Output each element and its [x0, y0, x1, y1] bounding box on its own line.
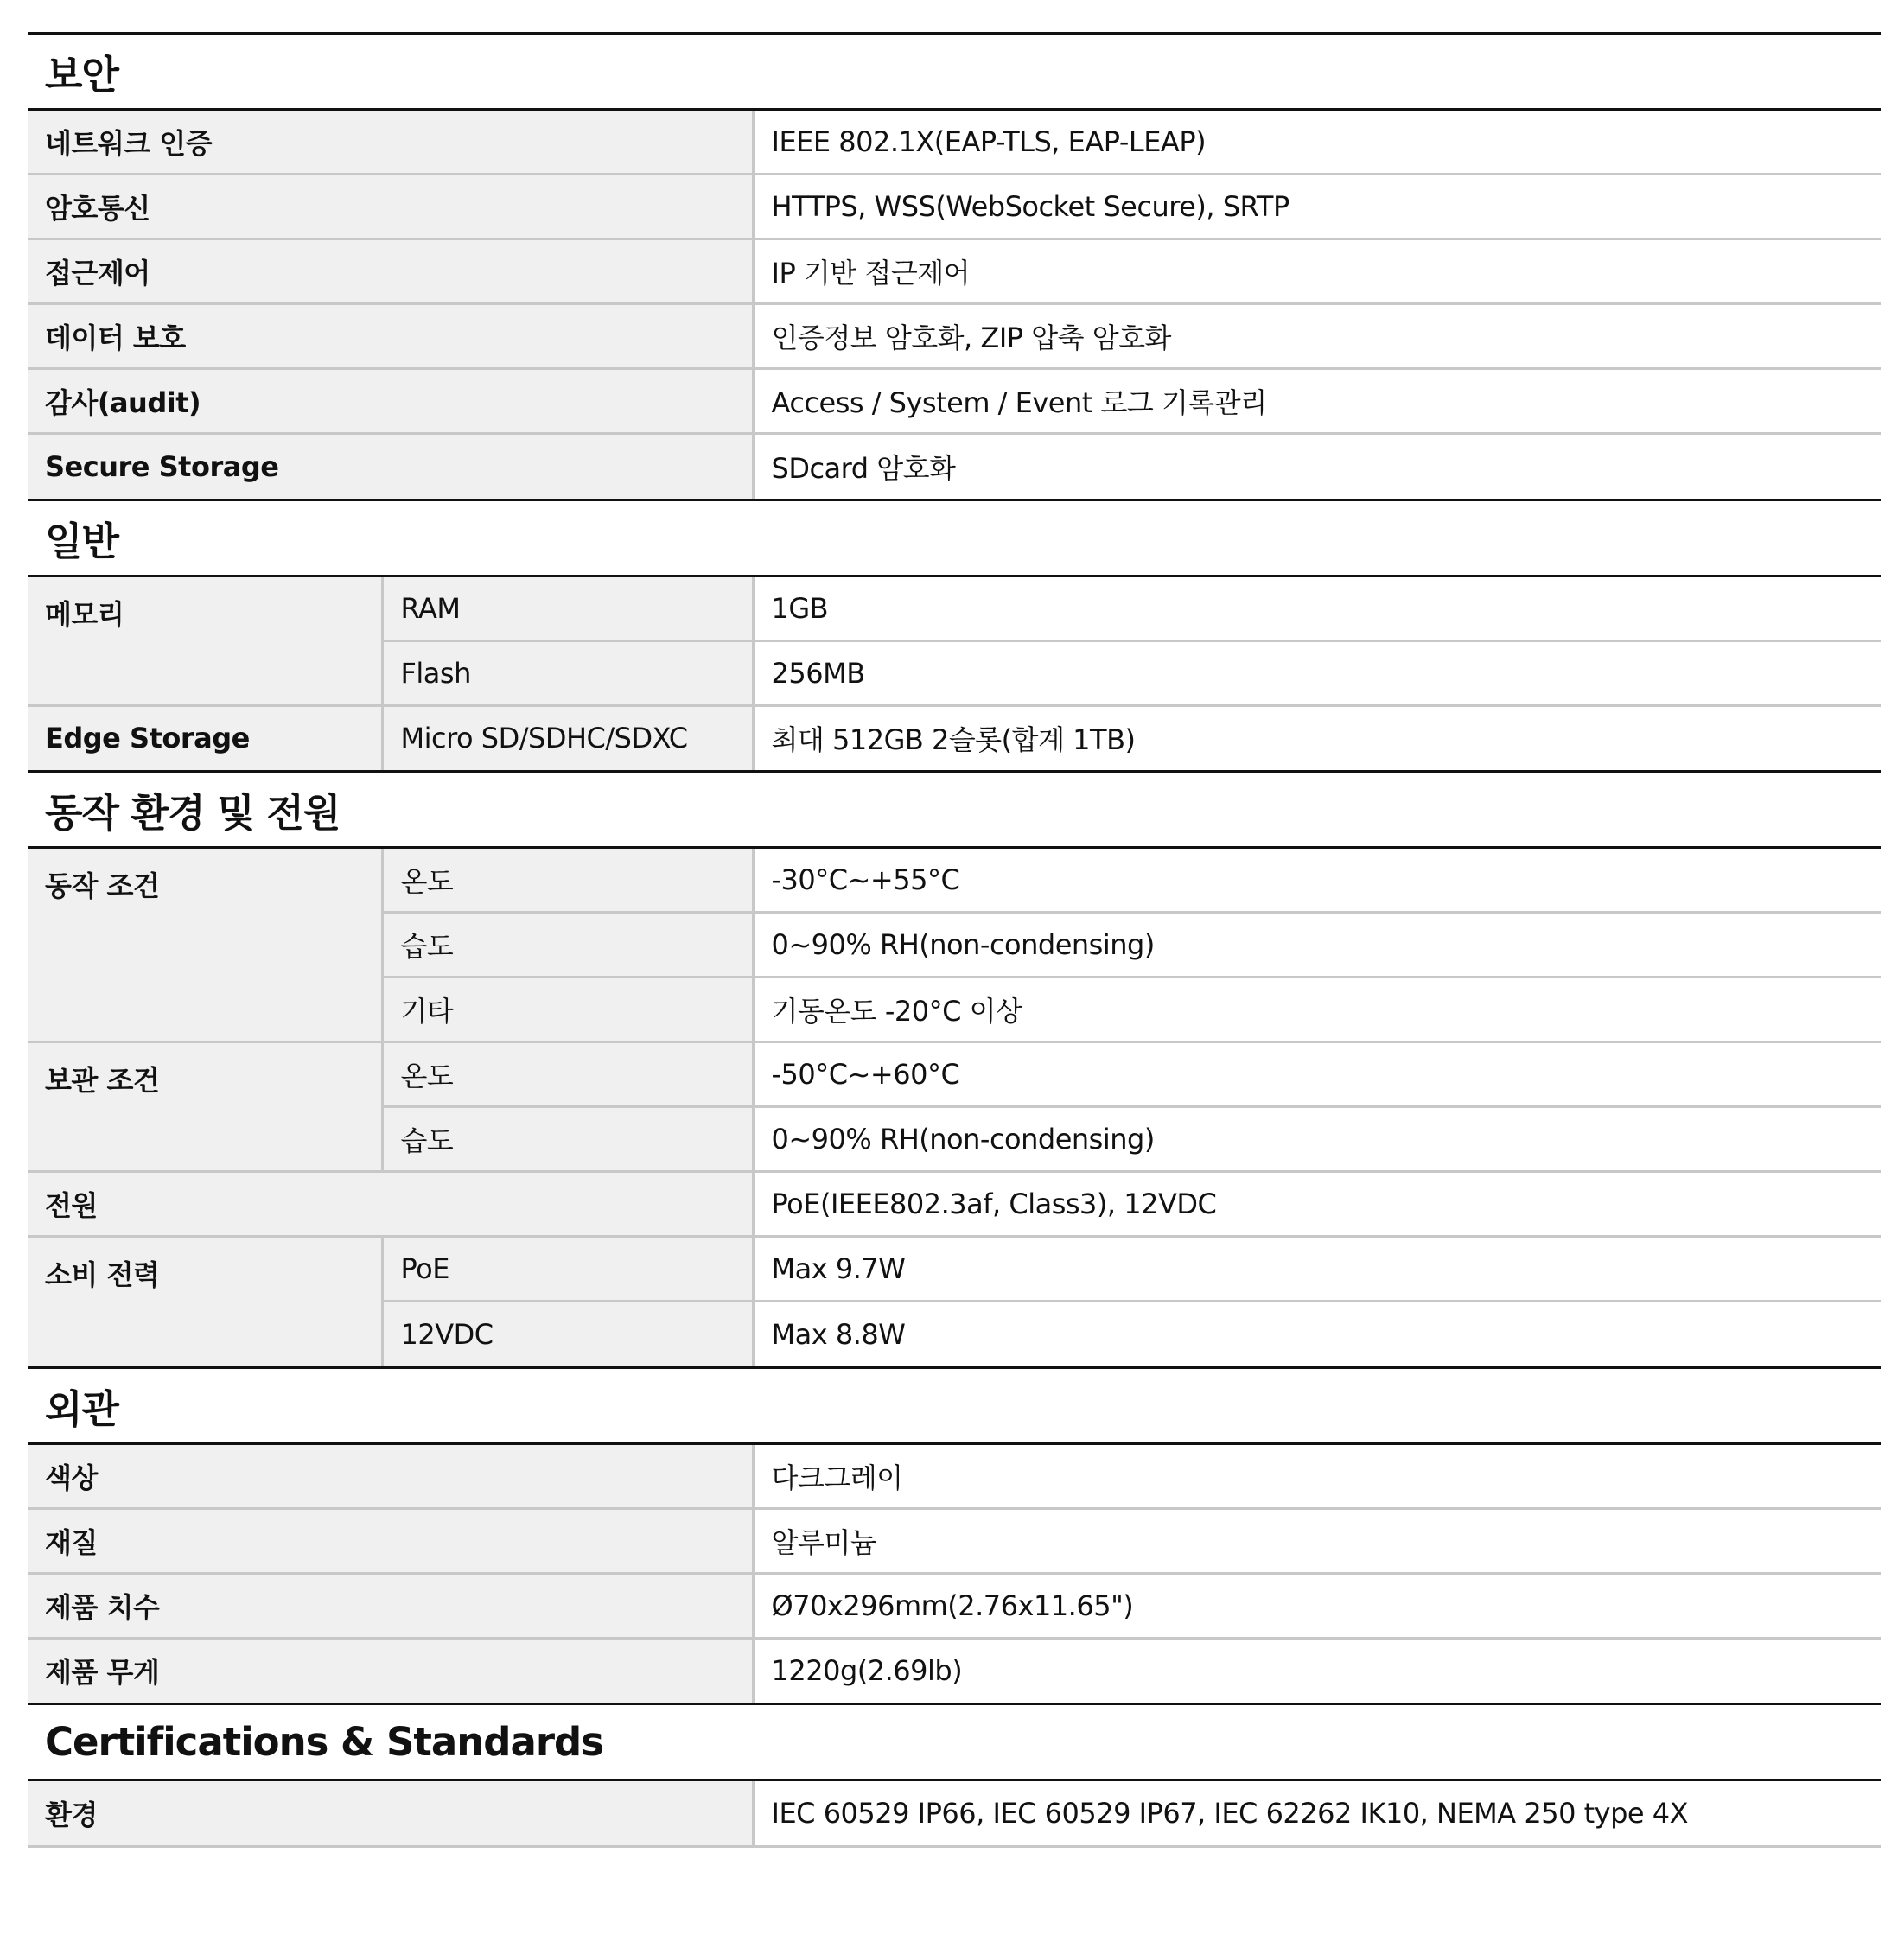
- table-row: [28, 175, 1881, 239]
- spec-sheet: [28, 32, 1881, 1848]
- row-label: Edge Storage: [28, 705, 382, 770]
- row-value: 256MB: [753, 640, 1881, 705]
- row-sublabel: 온도: [382, 1042, 753, 1107]
- row-value: Ø70x296mm(2.76x11.65"): [753, 1573, 1881, 1638]
- table-row: [28, 1780, 1881, 1845]
- row-label: 재질: [28, 1508, 753, 1573]
- row-sublabel: RAM: [382, 576, 753, 640]
- row-label: 제품 무게: [28, 1638, 753, 1703]
- table-end-rule: [28, 1845, 1881, 1848]
- row-label: 접근제어: [28, 239, 753, 304]
- table-row: [28, 304, 1881, 369]
- row-label: 색상: [28, 1443, 753, 1508]
- row-sublabel: 기타: [382, 977, 753, 1042]
- row-value: 0~90% RH(non-condensing): [753, 913, 1881, 977]
- row-label: 전원: [28, 1172, 753, 1237]
- table-row: [28, 239, 1881, 304]
- section-title-security: 보안: [28, 32, 1881, 108]
- section-title-appearance: 외관: [28, 1366, 1881, 1442]
- row-value: 1220g(2.69lb): [753, 1638, 1881, 1703]
- row-value: IEEE 802.1X(EAP-TLS, EAP-LEAP): [753, 110, 1881, 175]
- row-value: 인증정보 암호화, ZIP 압축 암호화: [753, 304, 1881, 369]
- row-sublabel: 습도: [382, 913, 753, 977]
- row-value: 알루미늄: [753, 1508, 1881, 1573]
- table-row: [28, 1237, 1881, 1302]
- row-value: HTTPS, WSS(WebSocket Secure), SRTP: [753, 175, 1881, 239]
- row-value: 1GB: [753, 576, 1881, 640]
- general-table: [28, 575, 1881, 771]
- row-label: 감사(audit): [28, 369, 753, 434]
- row-value: 0~90% RH(non-condensing): [753, 1107, 1881, 1172]
- row-value: Max 9.7W: [753, 1237, 1881, 1302]
- environment-table: [28, 846, 1881, 1366]
- row-value: Max 8.8W: [753, 1302, 1881, 1366]
- table-row: [28, 1042, 1881, 1107]
- table-row: [28, 1172, 1881, 1237]
- row-label: 제품 치수: [28, 1573, 753, 1638]
- row-sublabel: Micro SD/SDHC/SDXC: [382, 705, 753, 770]
- row-sublabel: 온도: [382, 848, 753, 913]
- row-sublabel: PoE: [382, 1237, 753, 1302]
- appearance-table: [28, 1442, 1881, 1703]
- table-row: [28, 369, 1881, 434]
- table-row: [28, 1573, 1881, 1638]
- row-label: 소비 전력: [28, 1237, 382, 1366]
- table-row: [28, 110, 1881, 175]
- row-label: 메모리: [28, 576, 382, 705]
- row-value: 다크그레이: [753, 1443, 1881, 1508]
- table-row: [28, 1508, 1881, 1573]
- section-title-certifications: Certifications & Standards: [28, 1703, 1881, 1779]
- row-value: IEC 60529 IP66, IEC 60529 IP67, IEC 62262 IK10, NEMA 250 type 4X: [753, 1780, 1881, 1845]
- table-row: [28, 434, 1881, 499]
- table-row: [28, 1638, 1881, 1703]
- section-title-environment-power: 동작 환경 및 전원: [28, 770, 1881, 846]
- row-sublabel: Flash: [382, 640, 753, 705]
- row-value: -50°C~+60°C: [753, 1042, 1881, 1107]
- row-label: Secure Storage: [28, 434, 753, 499]
- row-sublabel: 습도: [382, 1107, 753, 1172]
- security-table: [28, 108, 1881, 499]
- table-row: [28, 705, 1881, 770]
- table-row: [28, 1443, 1881, 1508]
- row-label: 동작 조건: [28, 848, 382, 1042]
- row-value: 최대 512GB 2슬롯(합계 1TB): [753, 705, 1881, 770]
- row-label: 환경: [28, 1780, 753, 1845]
- section-title-general: 일반: [28, 499, 1881, 575]
- row-label: 보관 조건: [28, 1042, 382, 1172]
- row-label: 데이터 보호: [28, 304, 753, 369]
- row-value: SDcard 암호화: [753, 434, 1881, 499]
- row-value: -30°C~+55°C: [753, 848, 1881, 913]
- table-row: [28, 576, 1881, 640]
- row-value: PoE(IEEE802.3af, Class3), 12VDC: [753, 1172, 1881, 1237]
- row-label: 네트워크 인증: [28, 110, 753, 175]
- row-value: Access / System / Event 로그 기록관리: [753, 369, 1881, 434]
- table-row: [28, 848, 1881, 913]
- row-sublabel: 12VDC: [382, 1302, 753, 1366]
- row-value: IP 기반 접근제어: [753, 239, 1881, 304]
- row-value: 기동온도 -20°C 이상: [753, 977, 1881, 1042]
- certifications-table: [28, 1779, 1881, 1845]
- row-label: 암호통신: [28, 175, 753, 239]
